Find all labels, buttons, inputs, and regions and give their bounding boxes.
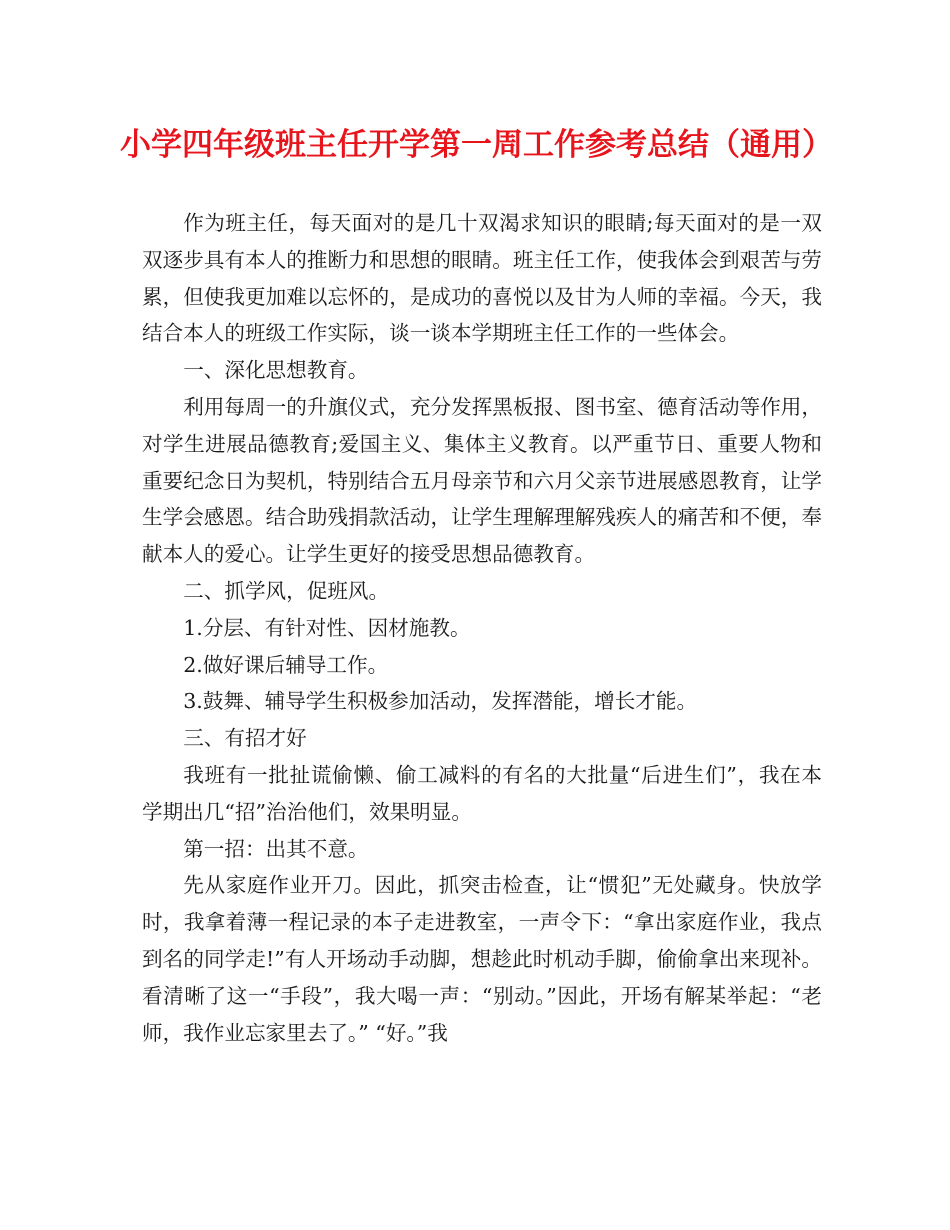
paragraph-section-1: 利用每周一的升旗仪式，充分发挥黑板报、图书室、德育活动等作用，对学生进展品德教育;爱国主义、集体主义教育。以严重节日、重要人物和重要纪念日为契机，特别结合五月母亲节和六月父亲节进展感恩教育，让学生学会感恩。结合助残捐款活动，让学生理解理解残疾人的痛苦和不便，奉献本人的爱心。让学生更好的接受思想品德教育。 xyxy=(142,394,822,567)
list-item-2: 2.做好课后辅导工作。 xyxy=(183,652,389,677)
list-item-1: 1.分层、有针对性、因材施教。 xyxy=(183,615,471,640)
paragraph-intro: 作为班主任，每天面对的是几十双渴求知识的眼睛;每天面对的是一双双逐步具有本人的推断力和思想的眼睛。班主任工作，使我体会到艰苦与劳累，但使我更加难以忘怀的，是成功的喜悦以及甘为人师的幸福。今天，我结合本人的班级工作实际，谈一谈本学期班主任工作的一些体会。 xyxy=(142,211,822,346)
section-heading-3: 三、有招才好 xyxy=(183,726,307,751)
section-heading-2: 二、抓学风，促班风。 xyxy=(183,578,390,603)
paragraph-section-3: 我班有一批扯谎偷懒、偷工减料的有名的大批量“后进生们”，我在本学期出几“招”治治他们，效果明显。 xyxy=(142,762,822,824)
sub-heading-first-move: 第一招：出其不意。 xyxy=(183,836,369,861)
section-heading-1: 一、深化思想教育。 xyxy=(183,358,369,383)
document-body xyxy=(142,205,822,1051)
list-item-3: 3.鼓舞、辅导学生积极参加活动，发挥潜能，增长才能。 xyxy=(183,689,698,714)
document-title: 小学四年级班主任开学第一周工作参考总结（通用） xyxy=(120,127,833,163)
paragraph-first-move: 先从家庭作业开刀。因此，抓突击检查，让“惯犯”无处藏身。快放学时，我拿着薄一程记录的本子走进教室，一声令下：“拿出家庭作业，我点到名的同学走!”有人开场动手动脚，想趁此时机动手脚，偷偷拿出来现补。看清晰了这一“手段”，我大喝一声：“别动。”因此，开场有解某举起：“老师，我作业忘家里去了。” “好。”我 xyxy=(142,873,822,1045)
